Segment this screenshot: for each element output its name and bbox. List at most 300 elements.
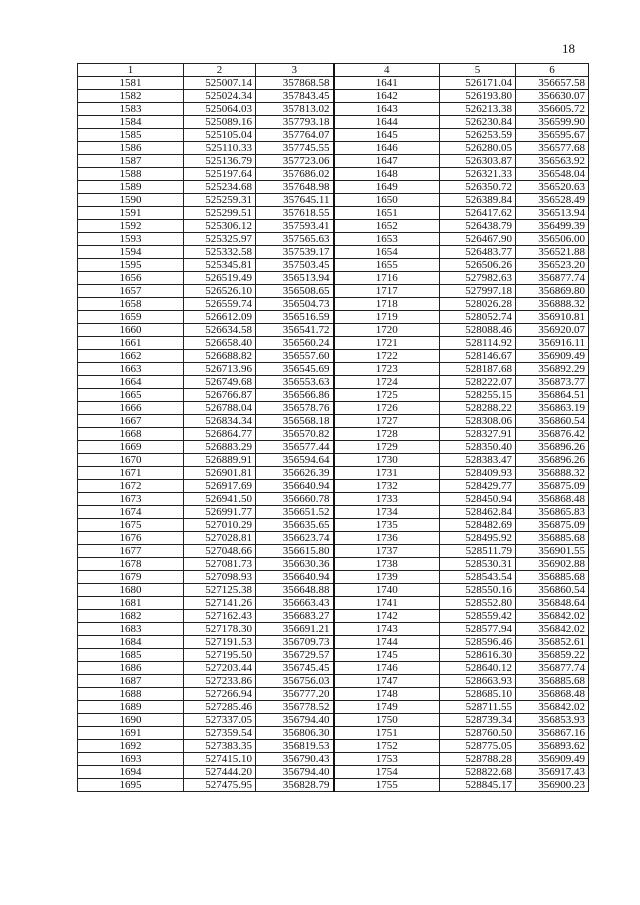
x-coordinate-cell: 528552.80 <box>440 597 516 610</box>
x-coordinate-cell: 527048.66 <box>184 545 256 558</box>
header-cell: 5 <box>440 64 516 77</box>
point-number-cell: 1725 <box>334 389 440 402</box>
y-coordinate-cell: 356568.18 <box>256 415 334 428</box>
y-coordinate-cell: 356683.27 <box>256 610 334 623</box>
x-coordinate-cell: 526417.62 <box>440 207 516 220</box>
x-coordinate-cell: 526506.26 <box>440 259 516 272</box>
point-number-cell: 1594 <box>78 246 184 259</box>
x-coordinate-cell: 527997.18 <box>440 285 516 298</box>
point-number-cell: 1675 <box>78 519 184 532</box>
x-coordinate-cell: 527010.29 <box>184 519 256 532</box>
x-coordinate-cell: 527028.81 <box>184 532 256 545</box>
table-row <box>78 727 589 740</box>
point-number-cell: 1677 <box>78 545 184 558</box>
x-coordinate-cell: 526991.77 <box>184 506 256 519</box>
table-row <box>78 272 589 285</box>
table-row <box>78 610 589 623</box>
point-number-cell: 1641 <box>334 77 440 90</box>
point-number-cell: 1753 <box>334 753 440 766</box>
table-row <box>78 415 589 428</box>
point-number-cell: 1645 <box>334 129 440 142</box>
y-coordinate-cell: 356853.93 <box>516 714 589 727</box>
header-cell: 1 <box>78 64 184 77</box>
y-coordinate-cell: 356848.64 <box>516 597 589 610</box>
y-coordinate-cell: 356920.07 <box>516 324 589 337</box>
point-number-cell: 1642 <box>334 90 440 103</box>
x-coordinate-cell: 526171.04 <box>440 77 516 90</box>
x-coordinate-cell: 527162.43 <box>184 610 256 623</box>
table-row <box>78 597 589 610</box>
x-coordinate-cell: 526526.10 <box>184 285 256 298</box>
x-coordinate-cell: 525197.64 <box>184 168 256 181</box>
y-coordinate-cell: 356876.42 <box>516 428 589 441</box>
point-number-cell: 1688 <box>78 688 184 701</box>
y-coordinate-cell: 356541.72 <box>256 324 334 337</box>
y-coordinate-cell: 356577.68 <box>516 142 589 155</box>
point-number-cell: 1733 <box>334 493 440 506</box>
y-coordinate-cell: 356635.65 <box>256 519 334 532</box>
y-coordinate-cell: 356867.16 <box>516 727 589 740</box>
table-row <box>78 688 589 701</box>
point-number-cell: 1665 <box>78 389 184 402</box>
point-number-cell: 1693 <box>78 753 184 766</box>
x-coordinate-cell: 528255.15 <box>440 389 516 402</box>
point-number-cell: 1660 <box>78 324 184 337</box>
x-coordinate-cell: 526749.68 <box>184 376 256 389</box>
point-number-cell: 1668 <box>78 428 184 441</box>
y-coordinate-cell: 356545.69 <box>256 363 334 376</box>
x-coordinate-cell: 528409.93 <box>440 467 516 480</box>
y-coordinate-cell: 356520.63 <box>516 181 589 194</box>
table-row <box>78 584 589 597</box>
table-row <box>78 389 589 402</box>
x-coordinate-cell: 527203.44 <box>184 662 256 675</box>
x-coordinate-cell: 526483.77 <box>440 246 516 259</box>
coordinates-table <box>77 63 589 792</box>
y-coordinate-cell: 356599.90 <box>516 116 589 129</box>
x-coordinate-cell: 526788.04 <box>184 402 256 415</box>
x-coordinate-cell: 527233.86 <box>184 675 256 688</box>
x-coordinate-cell: 526688.82 <box>184 350 256 363</box>
x-coordinate-cell: 527359.54 <box>184 727 256 740</box>
x-coordinate-cell: 527178.30 <box>184 623 256 636</box>
y-coordinate-cell: 356508.65 <box>256 285 334 298</box>
y-coordinate-cell: 356630.07 <box>516 90 589 103</box>
x-coordinate-cell: 528511.79 <box>440 545 516 558</box>
point-number-cell: 1588 <box>78 168 184 181</box>
point-number-cell: 1655 <box>334 259 440 272</box>
y-coordinate-cell: 356794.40 <box>256 766 334 779</box>
x-coordinate-cell: 528052.74 <box>440 311 516 324</box>
table-row <box>78 649 589 662</box>
table-body <box>78 64 589 792</box>
x-coordinate-cell: 528775.05 <box>440 740 516 753</box>
y-coordinate-cell: 356570.82 <box>256 428 334 441</box>
y-coordinate-cell: 357503.45 <box>256 259 334 272</box>
x-coordinate-cell: 526917.69 <box>184 480 256 493</box>
table-row <box>78 480 589 493</box>
y-coordinate-cell: 356499.39 <box>516 220 589 233</box>
table-row <box>78 129 589 142</box>
table-row <box>78 194 589 207</box>
table-row <box>78 545 589 558</box>
table-row <box>78 90 589 103</box>
point-number-cell: 1669 <box>78 441 184 454</box>
point-number-cell: 1742 <box>334 610 440 623</box>
y-coordinate-cell: 357813.02 <box>256 103 334 116</box>
x-coordinate-cell: 528114.92 <box>440 337 516 350</box>
x-coordinate-cell: 526303.87 <box>440 155 516 168</box>
x-coordinate-cell: 528822.68 <box>440 766 516 779</box>
y-coordinate-cell: 356909.49 <box>516 753 589 766</box>
header-cell: 2 <box>184 64 256 77</box>
y-coordinate-cell: 357745.55 <box>256 142 334 155</box>
x-coordinate-cell: 526467.90 <box>440 233 516 246</box>
y-coordinate-cell: 357793.18 <box>256 116 334 129</box>
table-row <box>78 753 589 766</box>
point-number-cell: 1657 <box>78 285 184 298</box>
y-coordinate-cell: 356868.48 <box>516 493 589 506</box>
y-coordinate-cell: 356860.54 <box>516 584 589 597</box>
y-coordinate-cell: 356663.43 <box>256 597 334 610</box>
y-coordinate-cell: 356640.94 <box>256 571 334 584</box>
table-row <box>78 363 589 376</box>
y-coordinate-cell: 356909.49 <box>516 350 589 363</box>
point-number-cell: 1650 <box>334 194 440 207</box>
point-number-cell: 1644 <box>334 116 440 129</box>
table-row <box>78 402 589 415</box>
point-number-cell: 1749 <box>334 701 440 714</box>
x-coordinate-cell: 528788.28 <box>440 753 516 766</box>
point-number-cell: 1745 <box>334 649 440 662</box>
point-number-cell: 1692 <box>78 740 184 753</box>
x-coordinate-cell: 526634.58 <box>184 324 256 337</box>
y-coordinate-cell: 356900.23 <box>516 779 589 792</box>
point-number-cell: 1658 <box>78 298 184 311</box>
x-coordinate-cell: 526864.77 <box>184 428 256 441</box>
y-coordinate-cell: 356709.73 <box>256 636 334 649</box>
x-coordinate-cell: 528187.68 <box>440 363 516 376</box>
y-coordinate-cell: 356873.77 <box>516 376 589 389</box>
y-coordinate-cell: 356864.51 <box>516 389 589 402</box>
x-coordinate-cell: 526350.72 <box>440 181 516 194</box>
y-coordinate-cell: 356859.22 <box>516 649 589 662</box>
point-number-cell: 1646 <box>334 142 440 155</box>
y-coordinate-cell: 356893.62 <box>516 740 589 753</box>
table-row <box>78 285 589 298</box>
point-number-cell: 1583 <box>78 103 184 116</box>
point-number-cell: 1718 <box>334 298 440 311</box>
x-coordinate-cell: 528685.10 <box>440 688 516 701</box>
table-row <box>78 311 589 324</box>
point-number-cell: 1587 <box>78 155 184 168</box>
x-coordinate-cell: 526766.87 <box>184 389 256 402</box>
x-coordinate-cell: 527444.20 <box>184 766 256 779</box>
table-row <box>78 246 589 259</box>
header-cell: 4 <box>334 64 440 77</box>
x-coordinate-cell: 528350.40 <box>440 441 516 454</box>
y-coordinate-cell: 356901.55 <box>516 545 589 558</box>
x-coordinate-cell: 528383.47 <box>440 454 516 467</box>
x-coordinate-cell: 528550.16 <box>440 584 516 597</box>
point-number-cell: 1649 <box>334 181 440 194</box>
y-coordinate-cell: 356806.30 <box>256 727 334 740</box>
y-coordinate-cell: 356648.88 <box>256 584 334 597</box>
x-coordinate-cell: 527415.10 <box>184 753 256 766</box>
x-coordinate-cell: 526253.59 <box>440 129 516 142</box>
x-coordinate-cell: 526713.96 <box>184 363 256 376</box>
point-number-cell: 1585 <box>78 129 184 142</box>
point-number-cell: 1689 <box>78 701 184 714</box>
x-coordinate-cell: 525299.51 <box>184 207 256 220</box>
x-coordinate-cell: 526213.38 <box>440 103 516 116</box>
y-coordinate-cell: 356745.45 <box>256 662 334 675</box>
point-number-cell: 1589 <box>78 181 184 194</box>
point-number-cell: 1754 <box>334 766 440 779</box>
point-number-cell: 1661 <box>78 337 184 350</box>
point-number-cell: 1648 <box>334 168 440 181</box>
point-number-cell: 1685 <box>78 649 184 662</box>
point-number-cell: 1590 <box>78 194 184 207</box>
table-row <box>78 493 589 506</box>
x-coordinate-cell: 525332.58 <box>184 246 256 259</box>
y-coordinate-cell: 356863.19 <box>516 402 589 415</box>
x-coordinate-cell: 527285.46 <box>184 701 256 714</box>
y-coordinate-cell: 356778.52 <box>256 701 334 714</box>
x-coordinate-cell: 526834.34 <box>184 415 256 428</box>
point-number-cell: 1731 <box>334 467 440 480</box>
y-coordinate-cell: 356560.24 <box>256 337 334 350</box>
x-coordinate-cell: 526883.29 <box>184 441 256 454</box>
y-coordinate-cell: 356626.39 <box>256 467 334 480</box>
y-coordinate-cell: 356729.57 <box>256 649 334 662</box>
table-row <box>78 220 589 233</box>
x-coordinate-cell: 528845.17 <box>440 779 516 792</box>
table-row <box>78 714 589 727</box>
point-number-cell: 1744 <box>334 636 440 649</box>
table-row <box>78 337 589 350</box>
y-coordinate-cell: 356875.09 <box>516 519 589 532</box>
x-coordinate-cell: 527475.95 <box>184 779 256 792</box>
x-coordinate-cell: 528596.46 <box>440 636 516 649</box>
point-number-cell: 1592 <box>78 220 184 233</box>
table-row <box>78 181 589 194</box>
header-cell: 3 <box>256 64 334 77</box>
y-coordinate-cell: 356640.94 <box>256 480 334 493</box>
table-row <box>78 142 589 155</box>
y-coordinate-cell: 356917.43 <box>516 766 589 779</box>
table-row <box>78 623 589 636</box>
point-number-cell: 1737 <box>334 545 440 558</box>
point-number-cell: 1647 <box>334 155 440 168</box>
x-coordinate-cell: 526193.80 <box>440 90 516 103</box>
y-coordinate-cell: 356553.63 <box>256 376 334 389</box>
table-row <box>78 376 589 389</box>
x-coordinate-cell: 527081.73 <box>184 558 256 571</box>
table-row <box>78 519 589 532</box>
y-coordinate-cell: 356528.49 <box>516 194 589 207</box>
point-number-cell: 1591 <box>78 207 184 220</box>
x-coordinate-cell: 525089.16 <box>184 116 256 129</box>
point-number-cell: 1586 <box>78 142 184 155</box>
y-coordinate-cell: 356660.78 <box>256 493 334 506</box>
table-row <box>78 155 589 168</box>
point-number-cell: 1723 <box>334 363 440 376</box>
x-coordinate-cell: 528088.46 <box>440 324 516 337</box>
x-coordinate-cell: 527266.94 <box>184 688 256 701</box>
table-row <box>78 532 589 545</box>
point-number-cell: 1682 <box>78 610 184 623</box>
y-coordinate-cell: 356885.68 <box>516 532 589 545</box>
y-coordinate-cell: 356842.02 <box>516 623 589 636</box>
point-number-cell: 1734 <box>334 506 440 519</box>
y-coordinate-cell: 357593.41 <box>256 220 334 233</box>
y-coordinate-cell: 356819.53 <box>256 740 334 753</box>
point-number-cell: 1728 <box>334 428 440 441</box>
point-number-cell: 1724 <box>334 376 440 389</box>
point-number-cell: 1654 <box>334 246 440 259</box>
y-coordinate-cell: 356868.48 <box>516 688 589 701</box>
y-coordinate-cell: 356563.92 <box>516 155 589 168</box>
y-coordinate-cell: 356651.52 <box>256 506 334 519</box>
point-number-cell: 1582 <box>78 90 184 103</box>
y-coordinate-cell: 356506.00 <box>516 233 589 246</box>
point-number-cell: 1694 <box>78 766 184 779</box>
x-coordinate-cell: 527383.35 <box>184 740 256 753</box>
y-coordinate-cell: 356623.74 <box>256 532 334 545</box>
y-coordinate-cell: 356869.80 <box>516 285 589 298</box>
y-coordinate-cell: 357723.06 <box>256 155 334 168</box>
y-coordinate-cell: 356630.36 <box>256 558 334 571</box>
table-row <box>78 740 589 753</box>
point-number-cell: 1684 <box>78 636 184 649</box>
y-coordinate-cell: 356523.20 <box>516 259 589 272</box>
table-row <box>78 467 589 480</box>
point-number-cell: 1690 <box>78 714 184 727</box>
point-number-cell: 1581 <box>78 77 184 90</box>
point-number-cell: 1679 <box>78 571 184 584</box>
y-coordinate-cell: 356605.72 <box>516 103 589 116</box>
y-coordinate-cell: 356513.94 <box>516 207 589 220</box>
point-number-cell: 1595 <box>78 259 184 272</box>
x-coordinate-cell: 525234.68 <box>184 181 256 194</box>
y-coordinate-cell: 356521.88 <box>516 246 589 259</box>
y-coordinate-cell: 356896.26 <box>516 441 589 454</box>
table-row <box>78 701 589 714</box>
y-coordinate-cell: 356594.64 <box>256 454 334 467</box>
table-row <box>78 207 589 220</box>
x-coordinate-cell: 525105.04 <box>184 129 256 142</box>
point-number-cell: 1663 <box>78 363 184 376</box>
x-coordinate-cell: 525024.34 <box>184 90 256 103</box>
y-coordinate-cell: 356865.83 <box>516 506 589 519</box>
x-coordinate-cell: 525325.97 <box>184 233 256 246</box>
y-coordinate-cell: 356548.04 <box>516 168 589 181</box>
point-number-cell: 1717 <box>334 285 440 298</box>
point-number-cell: 1659 <box>78 311 184 324</box>
y-coordinate-cell: 356828.79 <box>256 779 334 792</box>
y-coordinate-cell: 356888.32 <box>516 467 589 480</box>
y-coordinate-cell: 356852.61 <box>516 636 589 649</box>
y-coordinate-cell: 356885.68 <box>516 571 589 584</box>
table-row <box>78 675 589 688</box>
x-coordinate-cell: 528222.07 <box>440 376 516 389</box>
point-number-cell: 1726 <box>334 402 440 415</box>
x-coordinate-cell: 528026.28 <box>440 298 516 311</box>
x-coordinate-cell: 528739.34 <box>440 714 516 727</box>
x-coordinate-cell: 526901.81 <box>184 467 256 480</box>
x-coordinate-cell: 527982.63 <box>440 272 516 285</box>
x-coordinate-cell: 528495.92 <box>440 532 516 545</box>
point-number-cell: 1722 <box>334 350 440 363</box>
y-coordinate-cell: 356860.54 <box>516 415 589 428</box>
table-row <box>78 779 589 792</box>
point-number-cell: 1740 <box>334 584 440 597</box>
point-number-cell: 1687 <box>78 675 184 688</box>
x-coordinate-cell: 525110.33 <box>184 142 256 155</box>
point-number-cell: 1686 <box>78 662 184 675</box>
x-coordinate-cell: 528711.55 <box>440 701 516 714</box>
y-coordinate-cell: 356902.88 <box>516 558 589 571</box>
point-number-cell: 1678 <box>78 558 184 571</box>
x-coordinate-cell: 528462.84 <box>440 506 516 519</box>
table-row <box>78 298 589 311</box>
y-coordinate-cell: 357565.63 <box>256 233 334 246</box>
y-coordinate-cell: 356578.76 <box>256 402 334 415</box>
point-number-cell: 1584 <box>78 116 184 129</box>
x-coordinate-cell: 528327.91 <box>440 428 516 441</box>
table-row <box>78 259 589 272</box>
y-coordinate-cell: 357843.45 <box>256 90 334 103</box>
y-coordinate-cell: 357686.02 <box>256 168 334 181</box>
point-number-cell: 1676 <box>78 532 184 545</box>
table-row <box>78 558 589 571</box>
x-coordinate-cell: 528577.94 <box>440 623 516 636</box>
y-coordinate-cell: 356504.73 <box>256 298 334 311</box>
point-number-cell: 1666 <box>78 402 184 415</box>
point-number-cell: 1671 <box>78 467 184 480</box>
point-number-cell: 1695 <box>78 779 184 792</box>
x-coordinate-cell: 526559.74 <box>184 298 256 311</box>
y-coordinate-cell: 356842.02 <box>516 610 589 623</box>
x-coordinate-cell: 525259.31 <box>184 194 256 207</box>
point-number-cell: 1691 <box>78 727 184 740</box>
point-number-cell: 1747 <box>334 675 440 688</box>
point-number-cell: 1751 <box>334 727 440 740</box>
table-row <box>78 103 589 116</box>
header-cell: 6 <box>516 64 589 77</box>
point-number-cell: 1732 <box>334 480 440 493</box>
y-coordinate-cell: 356615.80 <box>256 545 334 558</box>
y-coordinate-cell: 357539.17 <box>256 246 334 259</box>
table-header-row <box>78 64 589 77</box>
y-coordinate-cell: 356892.29 <box>516 363 589 376</box>
x-coordinate-cell: 526519.49 <box>184 272 256 285</box>
point-number-cell: 1680 <box>78 584 184 597</box>
point-number-cell: 1643 <box>334 103 440 116</box>
x-coordinate-cell: 526612.09 <box>184 311 256 324</box>
y-coordinate-cell: 356557.60 <box>256 350 334 363</box>
y-coordinate-cell: 356910.81 <box>516 311 589 324</box>
point-number-cell: 1727 <box>334 415 440 428</box>
x-coordinate-cell: 527125.38 <box>184 584 256 597</box>
x-coordinate-cell: 528543.54 <box>440 571 516 584</box>
x-coordinate-cell: 528559.42 <box>440 610 516 623</box>
table-row <box>78 428 589 441</box>
y-coordinate-cell: 356566.86 <box>256 389 334 402</box>
point-number-cell: 1729 <box>334 441 440 454</box>
x-coordinate-cell: 526658.40 <box>184 337 256 350</box>
